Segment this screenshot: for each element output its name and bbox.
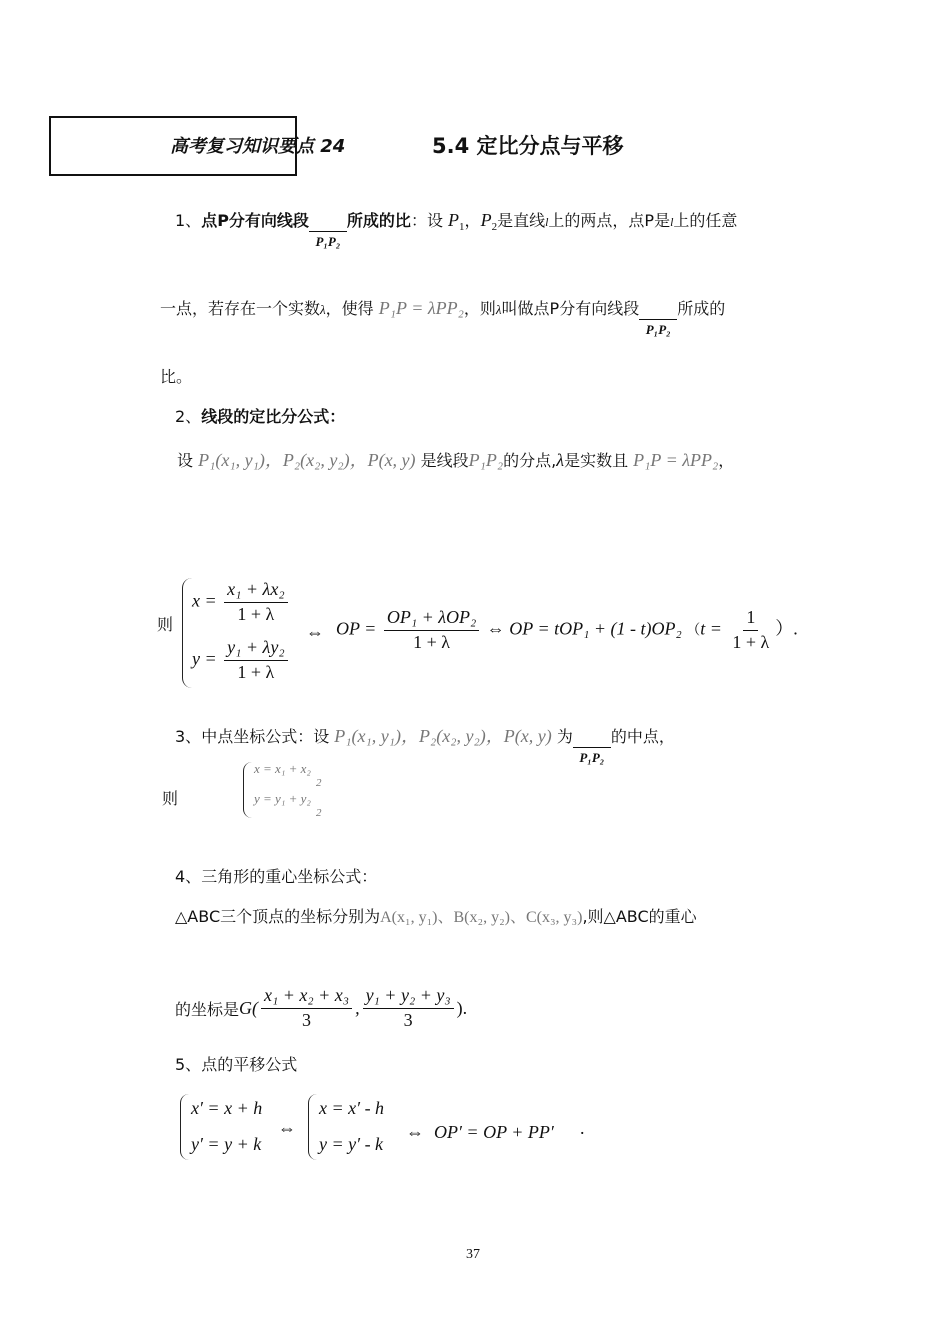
y-lhs: y =	[192, 648, 217, 669]
section-1-heading-2: 所成的比	[346, 211, 411, 230]
mid-x-den: 2	[316, 777, 322, 789]
line-l-2: l	[670, 215, 674, 229]
s2-t3: 的分点,	[503, 451, 557, 470]
centroid-end: ).	[456, 997, 468, 1018]
s2-t2: 是线段	[420, 451, 469, 470]
segment-p1p2-3: P₁P₂	[573, 747, 611, 766]
section-1-text-3: 上的两点，点P是	[548, 211, 671, 230]
mid-y-den: 2	[316, 807, 322, 819]
comma: ，	[464, 211, 481, 230]
left-brace-2	[243, 762, 252, 818]
x-formula	[192, 580, 291, 625]
header-label: 高考复习知识要点 24	[170, 136, 346, 157]
t-denominator: 1 + λ	[732, 631, 770, 652]
mid-y-eq: y = y₁ + y₂	[254, 791, 311, 806]
s1-line2a: 一点，若存在一个实数	[160, 299, 321, 318]
translation-a2: y′ = y + k	[191, 1134, 262, 1154]
centroid-y-den: 3	[403, 1009, 413, 1030]
op-expansion: OP = tOP₁ + (1 - t)OP₂	[509, 618, 682, 639]
section-3-number: 3、	[175, 727, 202, 746]
s4-t1: △ABC三个顶点的坐标分别为	[175, 907, 381, 926]
midpoint-x	[254, 762, 322, 789]
s1-line2e: 所成的	[677, 299, 726, 318]
centroid-g: G(	[239, 997, 259, 1018]
y-denominator: 1 + λ	[237, 661, 275, 682]
ratio-equation-2: P₁P = λPP₂	[633, 450, 719, 470]
translation-b2: y = y′ - k	[319, 1134, 384, 1154]
section-3-line-1	[175, 722, 675, 766]
section-1-text: ：设	[410, 211, 443, 230]
left-brace-3	[180, 1094, 189, 1160]
op-lhs: OP =	[336, 618, 377, 639]
section-1-text-4: 上的任意	[673, 211, 738, 230]
section-4-title: 三角形的重心坐标公式：	[201, 867, 378, 886]
centroid-y-fraction	[363, 986, 454, 1031]
then-label: 则	[157, 615, 174, 634]
section-2-line-1	[177, 446, 734, 472]
vector-formula	[336, 608, 798, 653]
y-numerator: y₁ + λy₂	[224, 638, 287, 661]
section-5-heading	[175, 1052, 297, 1075]
section-1-number: 1、	[175, 211, 202, 230]
points-list: P₁(x₁, y₁)，P₂(x₂, y₂)，P(x, y)	[198, 450, 416, 470]
centroid-y-num: y₁ + y₂ + y₃	[363, 986, 454, 1009]
s1-line2c: ，则	[463, 299, 496, 318]
section-4-line-2	[175, 986, 467, 1031]
lambda: λ	[320, 302, 326, 317]
s3-t3: 的中点，	[610, 727, 675, 746]
section-4-number: 4、	[175, 867, 202, 886]
translation-vector: OP′ = OP + PP′	[434, 1122, 554, 1142]
lambda-3: λ	[556, 450, 565, 470]
translation-a1: x′ = x + h	[191, 1098, 263, 1118]
section-4-line-1	[175, 904, 697, 927]
point-p1: $P_1$	[448, 210, 465, 233]
section-5-title: 点的平移公式	[201, 1055, 298, 1074]
section-1-text-2: 是直线	[497, 211, 546, 230]
s2-t4: 是实数且	[564, 451, 629, 470]
iff-symbol-2: ⇔	[486, 618, 505, 639]
section-1-heading: 点P分有向线段	[201, 211, 309, 230]
t-fraction	[729, 608, 772, 653]
left-brace-4	[308, 1094, 317, 1160]
op-denominator: 1 + λ	[413, 631, 450, 652]
section-1-line-1	[175, 208, 737, 250]
point-p2: $P_2$	[480, 210, 498, 233]
t-lhs: t =	[700, 618, 722, 639]
s2-end: ，	[718, 451, 735, 470]
line-l: l	[545, 215, 549, 229]
section-1-line-2	[160, 296, 725, 338]
triangle-vertices: A(x₁, y₁)、B(x₂, y₂)、C(x₃, y₃)	[380, 909, 583, 926]
segment-p1p2-2: P₁P₂	[639, 319, 677, 338]
y-formula	[192, 638, 291, 683]
s1-line2b: ，使得	[325, 299, 374, 318]
section-2-number: 2、	[175, 407, 202, 426]
then-label-2: 则	[162, 789, 179, 808]
segment-p1p2: P₁P₂	[309, 231, 347, 250]
s4-t3: 的坐标是	[175, 999, 240, 1019]
midpoint-points: P₁(x₁, y₁)，P₂(x₂, y₂)，P(x, y)	[334, 726, 552, 746]
section-2-title: 线段的定比分公式：	[201, 407, 346, 426]
translation-b1: x = x′ - h	[319, 1098, 385, 1118]
segment-label: P₁P₂	[468, 450, 504, 470]
op-numerator: OP₁ + λOP₂	[384, 608, 479, 631]
midpoint-y	[254, 792, 322, 819]
translation-end: .	[580, 1118, 585, 1138]
x-denominator: 1 + λ	[237, 603, 275, 624]
centroid-x-den: 3	[302, 1009, 312, 1030]
section-1-line-3: 比。	[160, 367, 193, 386]
paren-close: ）.	[775, 618, 798, 639]
page-number: 37	[466, 1247, 480, 1262]
centroid-sep: ,	[355, 997, 360, 1018]
s1-line2d: 叫做点P分有向线段	[501, 299, 640, 318]
y-fraction	[224, 638, 287, 683]
lambda-2: λ	[495, 302, 502, 317]
x-lhs: x =	[192, 590, 217, 611]
ratio-equation: P₁P = λPP₂	[378, 298, 464, 318]
paren-open: （	[686, 623, 701, 639]
section-5-number: 5、	[175, 1055, 202, 1074]
s2-t1: 设	[177, 451, 194, 470]
page-title: 5.4 定比分点与平移	[432, 134, 624, 158]
op-fraction	[384, 608, 479, 653]
section-4-heading	[175, 864, 377, 887]
s4-t2: ,则△ABC的重心	[582, 907, 697, 926]
section-2-heading	[175, 404, 345, 427]
iff-symbol: ⇔	[306, 622, 324, 642]
centroid-x-fraction	[261, 986, 352, 1031]
s3-t1: 中点坐标公式：设	[201, 727, 330, 746]
x-fraction	[224, 580, 287, 625]
s3-t2: 为	[556, 727, 573, 746]
t-numerator: 1	[743, 608, 758, 631]
x-numerator: x₁ + λx₂	[224, 580, 287, 603]
centroid-x-num: x₁ + x₂ + x₃	[261, 986, 352, 1009]
iff-symbol-4: ⇔	[406, 1122, 424, 1142]
mid-x-eq: x = x₁ + x₂	[254, 761, 311, 776]
iff-symbol-3: ⇔	[278, 1118, 296, 1138]
